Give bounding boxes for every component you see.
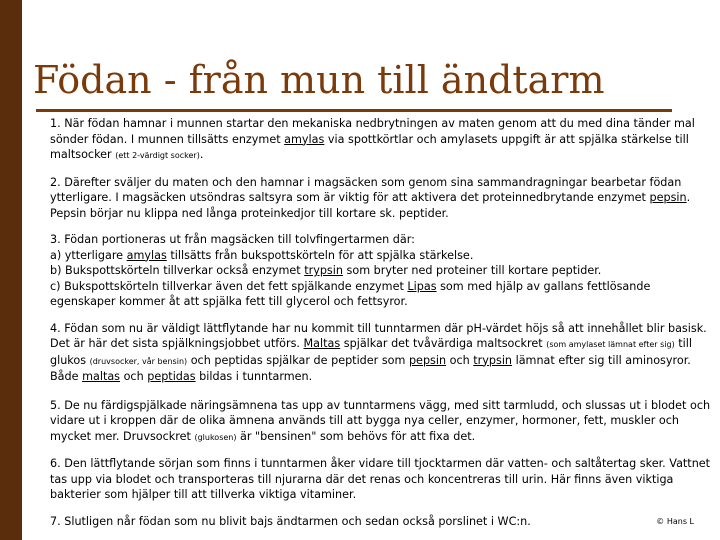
step-1-paragraph: 1. När födan hamnar i munnen startar den mekaniska nedbrytningen av maten genom att du med dina tänder mal sönder födan. I munnen tillsätts enzymet amylas via spottkörtlar och amylasets uppgift är att spjälka stärkelse till maltsocker (ett 2-värdigt socker). — [50, 117, 695, 161]
side-note: (som amylaset lämnat efter sig) — [546, 340, 675, 349]
step-4-paragraph: 4. Födan som nu är väldigt lättflytande har nu kommit till tunntarmen där pH-värdet höjs så att innehållet blir basisk. Det är här det sista spjälkningsjobbet utförs. Maltas spjälkar det tvåvärdiga maltsockret (som amylaset lämnat efter sig) till glukos (druvsocker, vår bensin) och peptidas spjälkar de peptider som pepsin och trypsin lämnat efter sig till aminosyror. Både maltas och peptidas bildas i tunntarmen. — [50, 321, 707, 383]
step-3-paragraph: 3. Födan portioneras ut från magsäcken till tolvfingertarmen där: a) ytterligare amylas tillsätts från bukspottskörteln för att spjälka stärkelse. b) Bukspottskörteln tillverkar också enzymet trypsin som bryter ned proteiner till kortare peptider. c) Bukspottskörteln tillverkar även det fett spjälkande enzymet Lipas som med hjälp av gallans fettlösande egenskaper kommer åt att spjälka fett till glycerol och fettsyror. — [50, 233, 651, 308]
slide-sidebar-bar — [0, 0, 22, 540]
term-maltas: Maltas — [303, 337, 341, 350]
side-note: (druvsocker, vår bensin) — [89, 356, 188, 366]
side-note: (ett 2-värdigt socker) — [115, 151, 200, 160]
slide-title: Födan - från mun till ändtarm — [33, 58, 605, 102]
step-3-intro: 3. Födan portioneras ut från magsäcken till tolvfingertarmen där: — [50, 233, 415, 246]
term-pepsin: pepsin — [649, 191, 687, 204]
term-trypsin: trypsin — [304, 264, 343, 277]
term-trypsin: trypsin — [473, 353, 513, 367]
term-peptidas: peptidas — [147, 370, 196, 383]
step-6-paragraph: 6. Den lättflytande sörjan som finns i tunntarmen åker vidare till tjocktarmen där vatten- och saltåtertag sker. Vattnet tas upp via blodet och transporteras till njurarna där det renas och koncentreras till urin. Här finns även viktiga bakterier som hjälper till att tillverka viktiga vitaminer. — [50, 457, 711, 501]
step-7-paragraph: 7. Slutligen når födan som nu blivit bajs ändtarmen och sedan också porslinet i WC:n. — [50, 514, 531, 528]
term-amylas: amylas — [284, 132, 325, 146]
step-5-paragraph: 5. De nu färdigspjälkade näringsämnena tas upp av tunntarmens vägg, med sitt tarmludd, och slussas ut i blodet och vidare ut i kroppen där de olika ämnena används till att bygga nya celler, enzymer, hormoner, fett, muskler och mycket mer. Druvsockret (glukosen) är "bensinen" som behövs för att fixa det. — [50, 398, 711, 443]
step-2-paragraph: 2. Därefter sväljer du maten och den hamnar i magsäcken som genom sina sammandragningar bearbetar födan ytterligare. I magsäcken utsöndras saltsyra som är viktig för att aktivera det proteinnedbrytande enzymet pepsin. Pepsin börjar nu klippa ned långa proteinkedjor till kortare sk. peptider. — [50, 175, 691, 220]
term-amylas: amylas — [126, 248, 167, 262]
term-maltas: maltas — [82, 370, 121, 383]
title-underline — [36, 109, 672, 112]
slide-body — [50, 116, 712, 540]
term-pepsin: pepsin — [408, 353, 447, 367]
term-lipas: Lipas — [407, 279, 437, 293]
side-note: (glukosen) — [194, 432, 237, 442]
author-credit: © Hans L — [656, 517, 694, 526]
